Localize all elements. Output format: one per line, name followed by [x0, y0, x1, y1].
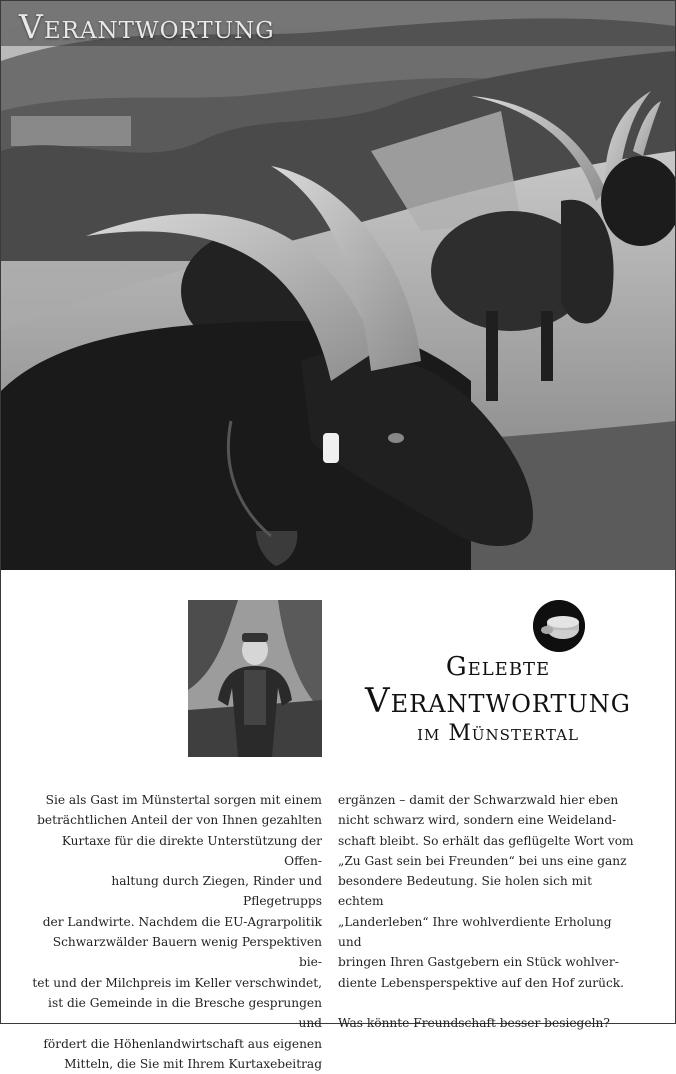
heading-line-1: Gelebte: [445, 652, 551, 682]
text-line: Schwarzwälder Bauern wenig Perspektiven bie-: [52, 935, 322, 970]
text-line: schaft bleibt. So erhält das geflügelte Wort vom: [338, 833, 634, 848]
text-line: der Landwirte. Nachdem die EU-Agrarpolitik: [42, 914, 322, 929]
article-heading: [338, 652, 658, 748]
text-line: Sie als Gast im Münstertal sorgen mit einem: [45, 793, 322, 807]
farmer-portrait-photo: [188, 600, 322, 757]
cheese-logo-photo: [533, 600, 585, 652]
text-line: bringen Ihren Gastgebern ein Stück wohlver-: [338, 955, 619, 970]
text-line: nicht schwarz wird, sondern eine Weideland-: [338, 813, 617, 828]
heading-line-3: im Münstertal: [417, 721, 579, 746]
text-line: diente Lebensperspektive auf den Hof zurück.: [338, 975, 625, 990]
text-line: fördert die Höhenlandwirtschaft aus eigenen: [43, 1036, 322, 1051]
text-line: besondere Bedeutung. Sie holen sich mit echtem: [338, 874, 592, 909]
hero-photo-goats: [1, 1, 675, 570]
text-line: haltung durch Ziegen, Rinder und Pflegetrupps: [111, 874, 322, 909]
right-text-column: [338, 790, 638, 1033]
closing-question: Was könnte Freundschaft besser besiegeln?: [338, 1015, 610, 1030]
text-line: „Landerleben“ Ihre wohlverdiente Erholung und: [338, 914, 612, 950]
text-line: Kurtaxe für die direkte Unterstützung der Offen-: [61, 833, 322, 868]
text-line: ist die Gemeinde in die Bresche gesprungen und: [48, 995, 322, 1031]
text-line: „Zu Gast sein bei Freunden“ bei uns eine ganz: [338, 853, 627, 868]
hero-title: Verantwortung: [19, 7, 275, 46]
farmer-illustration: [188, 600, 322, 757]
text-line: ergänzen – damit der Schwarzwald hier eben: [338, 793, 619, 807]
left-text-column: [30, 790, 322, 1074]
heading-line-2: Verantwortung: [365, 681, 631, 721]
text-line: Mitteln, die Sie mit Ihrem Kurtaxebeitrag: [64, 1056, 322, 1071]
cheese-illustration: [533, 600, 585, 652]
text-line: beträchtlichen Anteil der von Ihnen gezahlten: [37, 813, 322, 828]
text-line: tet und der Milchpreis im Keller verschwindet,: [32, 975, 322, 990]
goats-photo-illustration: [1, 1, 675, 570]
